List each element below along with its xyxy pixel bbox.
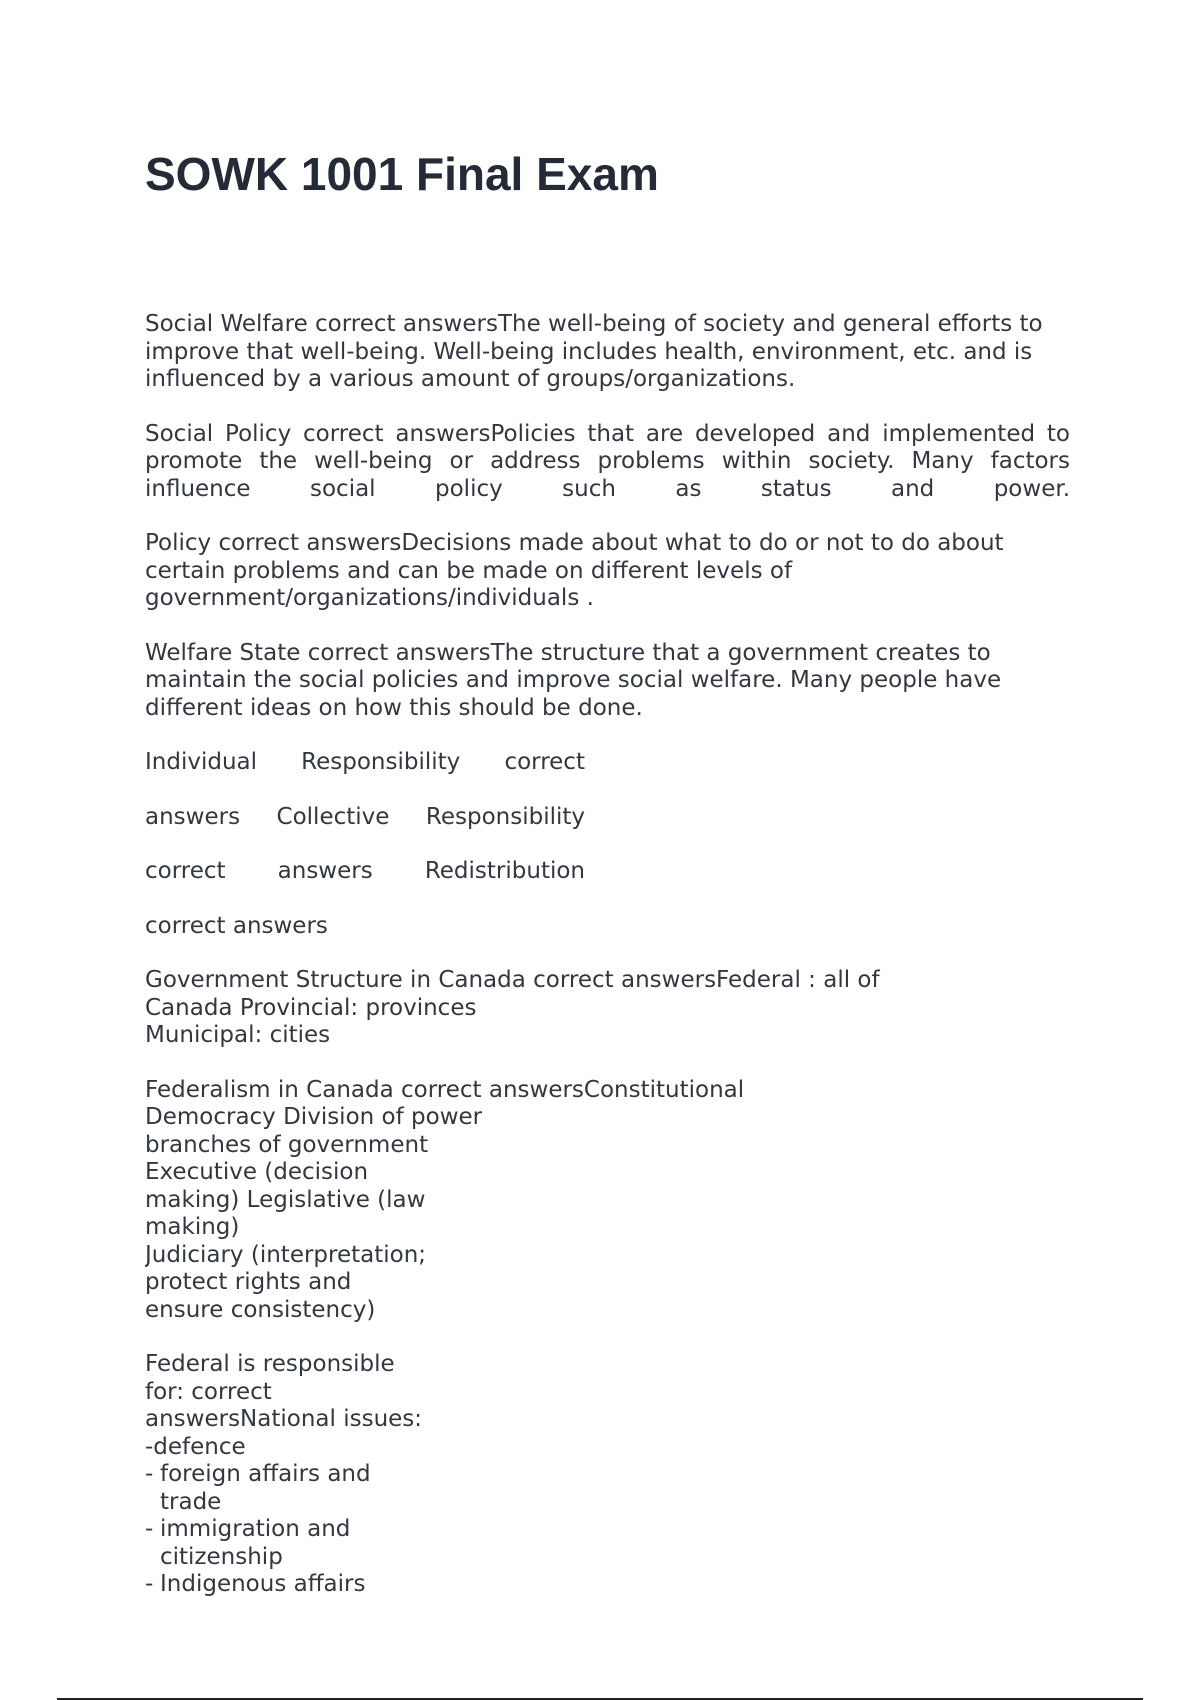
federalism-block: [145, 1077, 1070, 1325]
spaced-line-4: correct answers: [145, 912, 328, 939]
list-item-line: immigration and: [160, 1516, 351, 1542]
text-line: making): [145, 1214, 240, 1240]
dash-bullet: -: [145, 1516, 154, 1542]
text-line: -defence: [145, 1433, 246, 1460]
paragraph-social-welfare: Social Welfare correct answersThe well-being of society and general efforts to improve that well-being. Well-being includes health, environment, etc. and is influenced by a various amount of groups/organizations.: [145, 311, 1043, 392]
text-line: Municipal: cities: [145, 1022, 331, 1048]
dash-bullet: -: [145, 1571, 154, 1597]
text-line: answersNational issues:: [145, 1406, 423, 1432]
spaced-line-3: [145, 858, 585, 886]
text-line: Government Structure in Canada correct answersFederal : all of: [145, 967, 880, 993]
text-line: making) Legislative (law: [145, 1186, 426, 1213]
paragraph-policy: Policy correct answersDecisions made about what to do or not to do about certain problems and can be made on different levels of government/organizations/individuals .: [145, 530, 1004, 611]
word: Redistribution: [424, 858, 585, 884]
text-line: for: correct: [145, 1378, 272, 1405]
text-line: ensure consistency): [145, 1296, 376, 1323]
text-line: Federal is responsible: [145, 1351, 395, 1377]
spaced-line-1: [145, 749, 585, 777]
text-line: Canada Provincial: provinces: [145, 994, 477, 1021]
word: Individual: [145, 749, 258, 775]
text-line: protect rights and: [145, 1269, 352, 1295]
list-item: [145, 1571, 1070, 1599]
word: Collective: [276, 803, 390, 830]
text-line: Democracy Division of power: [145, 1104, 483, 1130]
word: Responsibility: [425, 803, 585, 830]
document-body: [145, 311, 1070, 1602]
list-item-line: trade: [160, 1488, 222, 1515]
dash-bullet: -: [145, 1461, 154, 1487]
list-item-line: Indigenous affairs: [160, 1571, 366, 1597]
government-structure-block: [145, 967, 1070, 1050]
list-item-line: foreign affairs and: [160, 1461, 371, 1487]
word: correct: [504, 749, 585, 775]
text-line: Executive (decision: [145, 1159, 369, 1185]
text-line: Judiciary (interpretation;: [145, 1241, 427, 1268]
spaced-line-2: [145, 804, 585, 832]
text-line: branches of government: [145, 1131, 429, 1158]
paragraph-welfare-state: Welfare State correct answersThe structure that a government creates to maintain the social policies and improve social welfare. Many people have different ideas on how this should be done.: [145, 639, 1002, 721]
text-line: Federalism in Canada correct answersConstitutional: [145, 1076, 745, 1103]
paragraph-social-policy: Social Policy correct answersPolicies that are developed and implemented to promote the well-being or address problems within society. Many factors influence social policy such as status and power.: [145, 420, 1070, 502]
list-item-line: citizenship: [160, 1543, 283, 1570]
word: correct: [145, 858, 226, 884]
list-item: [145, 1461, 1070, 1516]
word: answers: [145, 803, 241, 830]
word: Responsibility: [301, 749, 461, 775]
page-title: SOWK 1001 Final Exam: [145, 148, 659, 200]
list-item: [145, 1516, 1070, 1571]
word: answers: [277, 858, 373, 884]
federal-responsibility-block: [145, 1351, 1070, 1599]
